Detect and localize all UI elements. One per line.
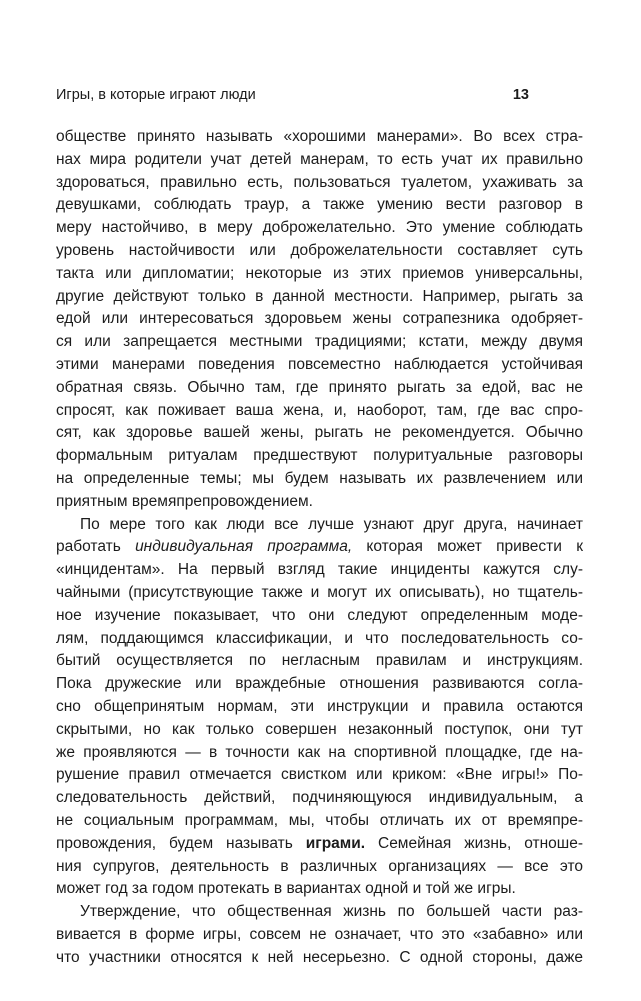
text-line: уровень настойчивости или доброжелательности составляет суть	[56, 241, 583, 259]
text-line: бытий осуществляется по негласным правилам и инструкциям.	[56, 652, 583, 670]
text-line: По мере того как люди все лучше узнают друг друга, начинает	[80, 515, 583, 533]
text-line: такта или дипломатии; некоторые из этих приемов универсальны,	[56, 264, 583, 282]
text-line: формальным ритуалам предшествуют полуритуальные разговоры	[56, 447, 583, 465]
text-line: здороваться, правильно есть, пользоваться туалетом, ухаживать за	[56, 173, 583, 191]
text-line: Утверждение, что общественная жизнь по большей части раз-	[80, 903, 583, 921]
text-line: ся или запрещается местными традициями; кстати, между двумя	[56, 333, 583, 351]
running-header	[56, 85, 529, 105]
text-line: может год за годом протекать в вариантах одной и той же игры.	[56, 880, 516, 898]
text-line: этими манерами поведения повсеместно наблюдается устойчивая	[56, 355, 583, 373]
text-line: ное изучение показывает, что они следуют определенным моде-	[56, 606, 583, 624]
text-line: другие действуют только в данной местности. Например, рыгать за	[56, 287, 583, 305]
text-run: работать	[56, 538, 136, 556]
text-line	[56, 536, 583, 559]
text-line: скрытыми, но как только совершен незаконный поступок, они тут	[56, 720, 583, 738]
bold-term: играми.	[305, 834, 366, 852]
text-line: девушками, соблюдать траур, а также умению вести разговор в	[56, 196, 583, 214]
text-line: сят, как здоровье вашей жены, рыгать не рекомендуется. Обычно	[56, 424, 583, 442]
text-run: Семейная жизнь, отноше-	[365, 834, 583, 852]
text-run: которая может привести к	[352, 538, 583, 556]
text-line: рушение правил отмечается свистком или криком: «Вне игры!» По-	[56, 766, 583, 784]
text-line: чайными (присутствующие также и могут их описывать), но тщатель-	[56, 583, 583, 601]
text-line: что участники относятся к ней несерьезно. С одной стороны, даже	[56, 948, 583, 966]
text-line: лям, поддающимся классификации, и что последовательность со-	[56, 629, 583, 647]
text-line: Пока дружеские или враждебные отношения развиваются согла-	[56, 675, 583, 693]
text-line: обществе принято называть «хорошими манерами». Во всех стра-	[56, 128, 583, 145]
text-line: обратная связь. Обычно там, где принято рыгать за едой, вас не	[56, 378, 583, 396]
text-line: вивается в форме игры, совсем не означает, что это «забавно» или	[56, 925, 583, 943]
page-body	[56, 126, 583, 969]
text-line: приятным времяпрепровождением.	[56, 492, 313, 510]
text-line: на определенные темы; мы будем называть их развлечением или	[56, 469, 583, 487]
book-title: Игры, в которые играют люди	[56, 87, 256, 103]
page-number: 13	[512, 87, 529, 103]
text-run: провождения, будем называть	[56, 834, 306, 852]
text-line: «инцидентам». На первый взгляд такие инциденты кажутся слу-	[56, 561, 583, 579]
text-line: сно общепринятым нормам, эти инструкции и правила остаются	[56, 697, 583, 715]
text-line	[56, 833, 583, 856]
text-line: же проявляются — в точности как на спортивной площадке, где на-	[56, 743, 583, 761]
text-line: не социальным программам, мы, чтобы отличать их от времяпре-	[56, 811, 583, 829]
text-line: спросят, как поживает ваша жена, и, наоборот, там, где вас спро-	[56, 401, 583, 419]
italic-term: индивидуальная программа,	[135, 538, 353, 556]
text-line: нах мира родители учат детей манерам, то есть учат их правильно	[56, 150, 583, 168]
text-line: меру настойчиво, в меру доброжелательно. Это умение соблюдать	[56, 219, 583, 237]
text-line: следовательность действий, подчиняющуюся индивидуальным, а	[56, 789, 583, 807]
text-line: ния супругов, деятельность в различных организациях — все это	[56, 857, 583, 875]
text-line: едой или интересоваться здоровьем жены сотрапезника одобряет-	[56, 310, 583, 328]
